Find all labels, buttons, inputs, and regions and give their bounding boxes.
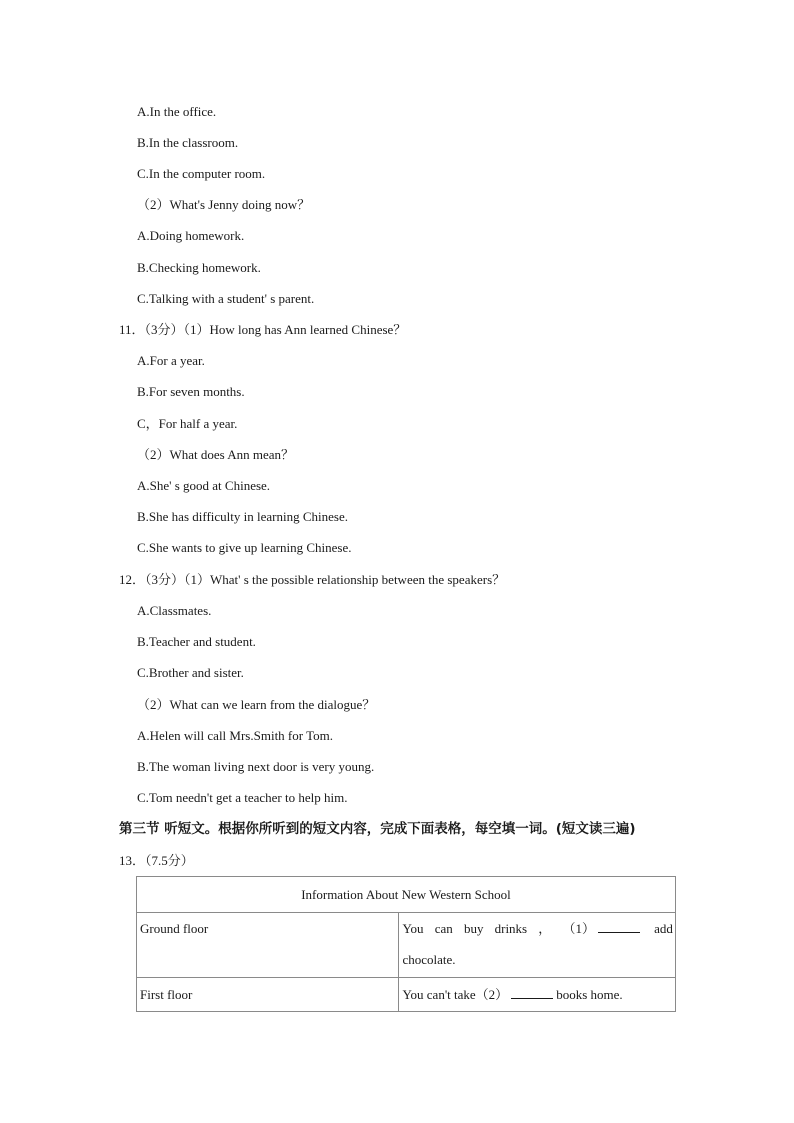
- table-cell-floor: [137, 978, 399, 1012]
- q12-option-c: C.Brother and sister.: [137, 665, 244, 680]
- question-13: 13．（7.5分）: [119, 853, 194, 868]
- answer-blank-1[interactable]: [598, 920, 640, 933]
- q12-option-b: B.Teacher and student.: [137, 634, 256, 649]
- section-3-heading: 第三节 听短文。根据你所听到的短文内容，完成下面表格，每空填一词。(短文读三遍): [119, 821, 636, 837]
- info-text: books home.: [556, 987, 623, 1002]
- blank-number: （1）: [562, 921, 595, 936]
- word: You: [402, 921, 424, 936]
- q10-2-option-c: C.Talking with a student' s parent.: [137, 291, 315, 306]
- table-row: [137, 978, 676, 1012]
- q10-subquestion-2: （2）What's Jenny doing now？: [137, 197, 311, 212]
- table-cell-floor: [137, 913, 399, 978]
- table-cell-info: [399, 978, 676, 1012]
- q11-option-c: C，For half a year.: [137, 416, 238, 431]
- q11-option-a: A.For a year.: [137, 353, 205, 368]
- q11-option-b: B.For seven months.: [137, 384, 245, 399]
- blank-1-group: [562, 913, 643, 944]
- q12-subquestion-2: （2）What can we learn from the dialogue？: [137, 697, 376, 712]
- question-11: 11．（3分）（1）How long has Ann learned Chinese？: [119, 322, 407, 337]
- info-line-1: [402, 913, 673, 944]
- q12-2-option-c: C.Tom needn't get a teacher to help him.: [137, 790, 348, 805]
- q11-2-option-a: A.She' s good at Chinese.: [137, 478, 271, 493]
- word: add: [654, 921, 673, 936]
- q11-subquestion-2: （2）What does Ann mean？: [137, 447, 295, 462]
- q10-2-option-b: B.Checking homework.: [137, 260, 261, 275]
- table-title-cell: [137, 877, 676, 913]
- info-table: [136, 876, 676, 1012]
- q12-2-option-a: A.Helen will call Mrs.Smith for Tom.: [137, 728, 333, 743]
- word: ，: [538, 921, 552, 936]
- word: drinks: [494, 921, 528, 936]
- floor-label: Ground floor: [140, 921, 209, 936]
- answer-blank-2[interactable]: [511, 986, 553, 999]
- word: can: [434, 921, 453, 936]
- table-cell-info: [399, 913, 676, 978]
- floor-label: First floor: [140, 987, 193, 1002]
- q12-2-option-b: B.The woman living next door is very young.: [137, 759, 375, 774]
- q12-option-a: A.Classmates.: [137, 603, 212, 618]
- q10-option-c: C.In the computer room.: [137, 166, 266, 181]
- q11-2-option-b: B.She has difficulty in learning Chinese.: [137, 509, 348, 524]
- word: buy: [463, 921, 484, 936]
- question-12: 12．（3分）（1）What' s the possible relationship between the speakers？: [119, 572, 506, 587]
- q10-option-b: B.In the classroom.: [137, 135, 239, 150]
- info-line-2: chocolate.: [402, 952, 456, 967]
- info-text: You can't take（2）: [402, 987, 509, 1002]
- q10-option-a: A.In the office.: [137, 104, 217, 119]
- q11-2-option-c: C.She wants to give up learning Chinese.: [137, 540, 352, 555]
- q10-2-option-a: A.Doing homework.: [137, 228, 245, 243]
- table-row: [137, 913, 676, 978]
- table-title: Information About New Western School: [301, 887, 511, 902]
